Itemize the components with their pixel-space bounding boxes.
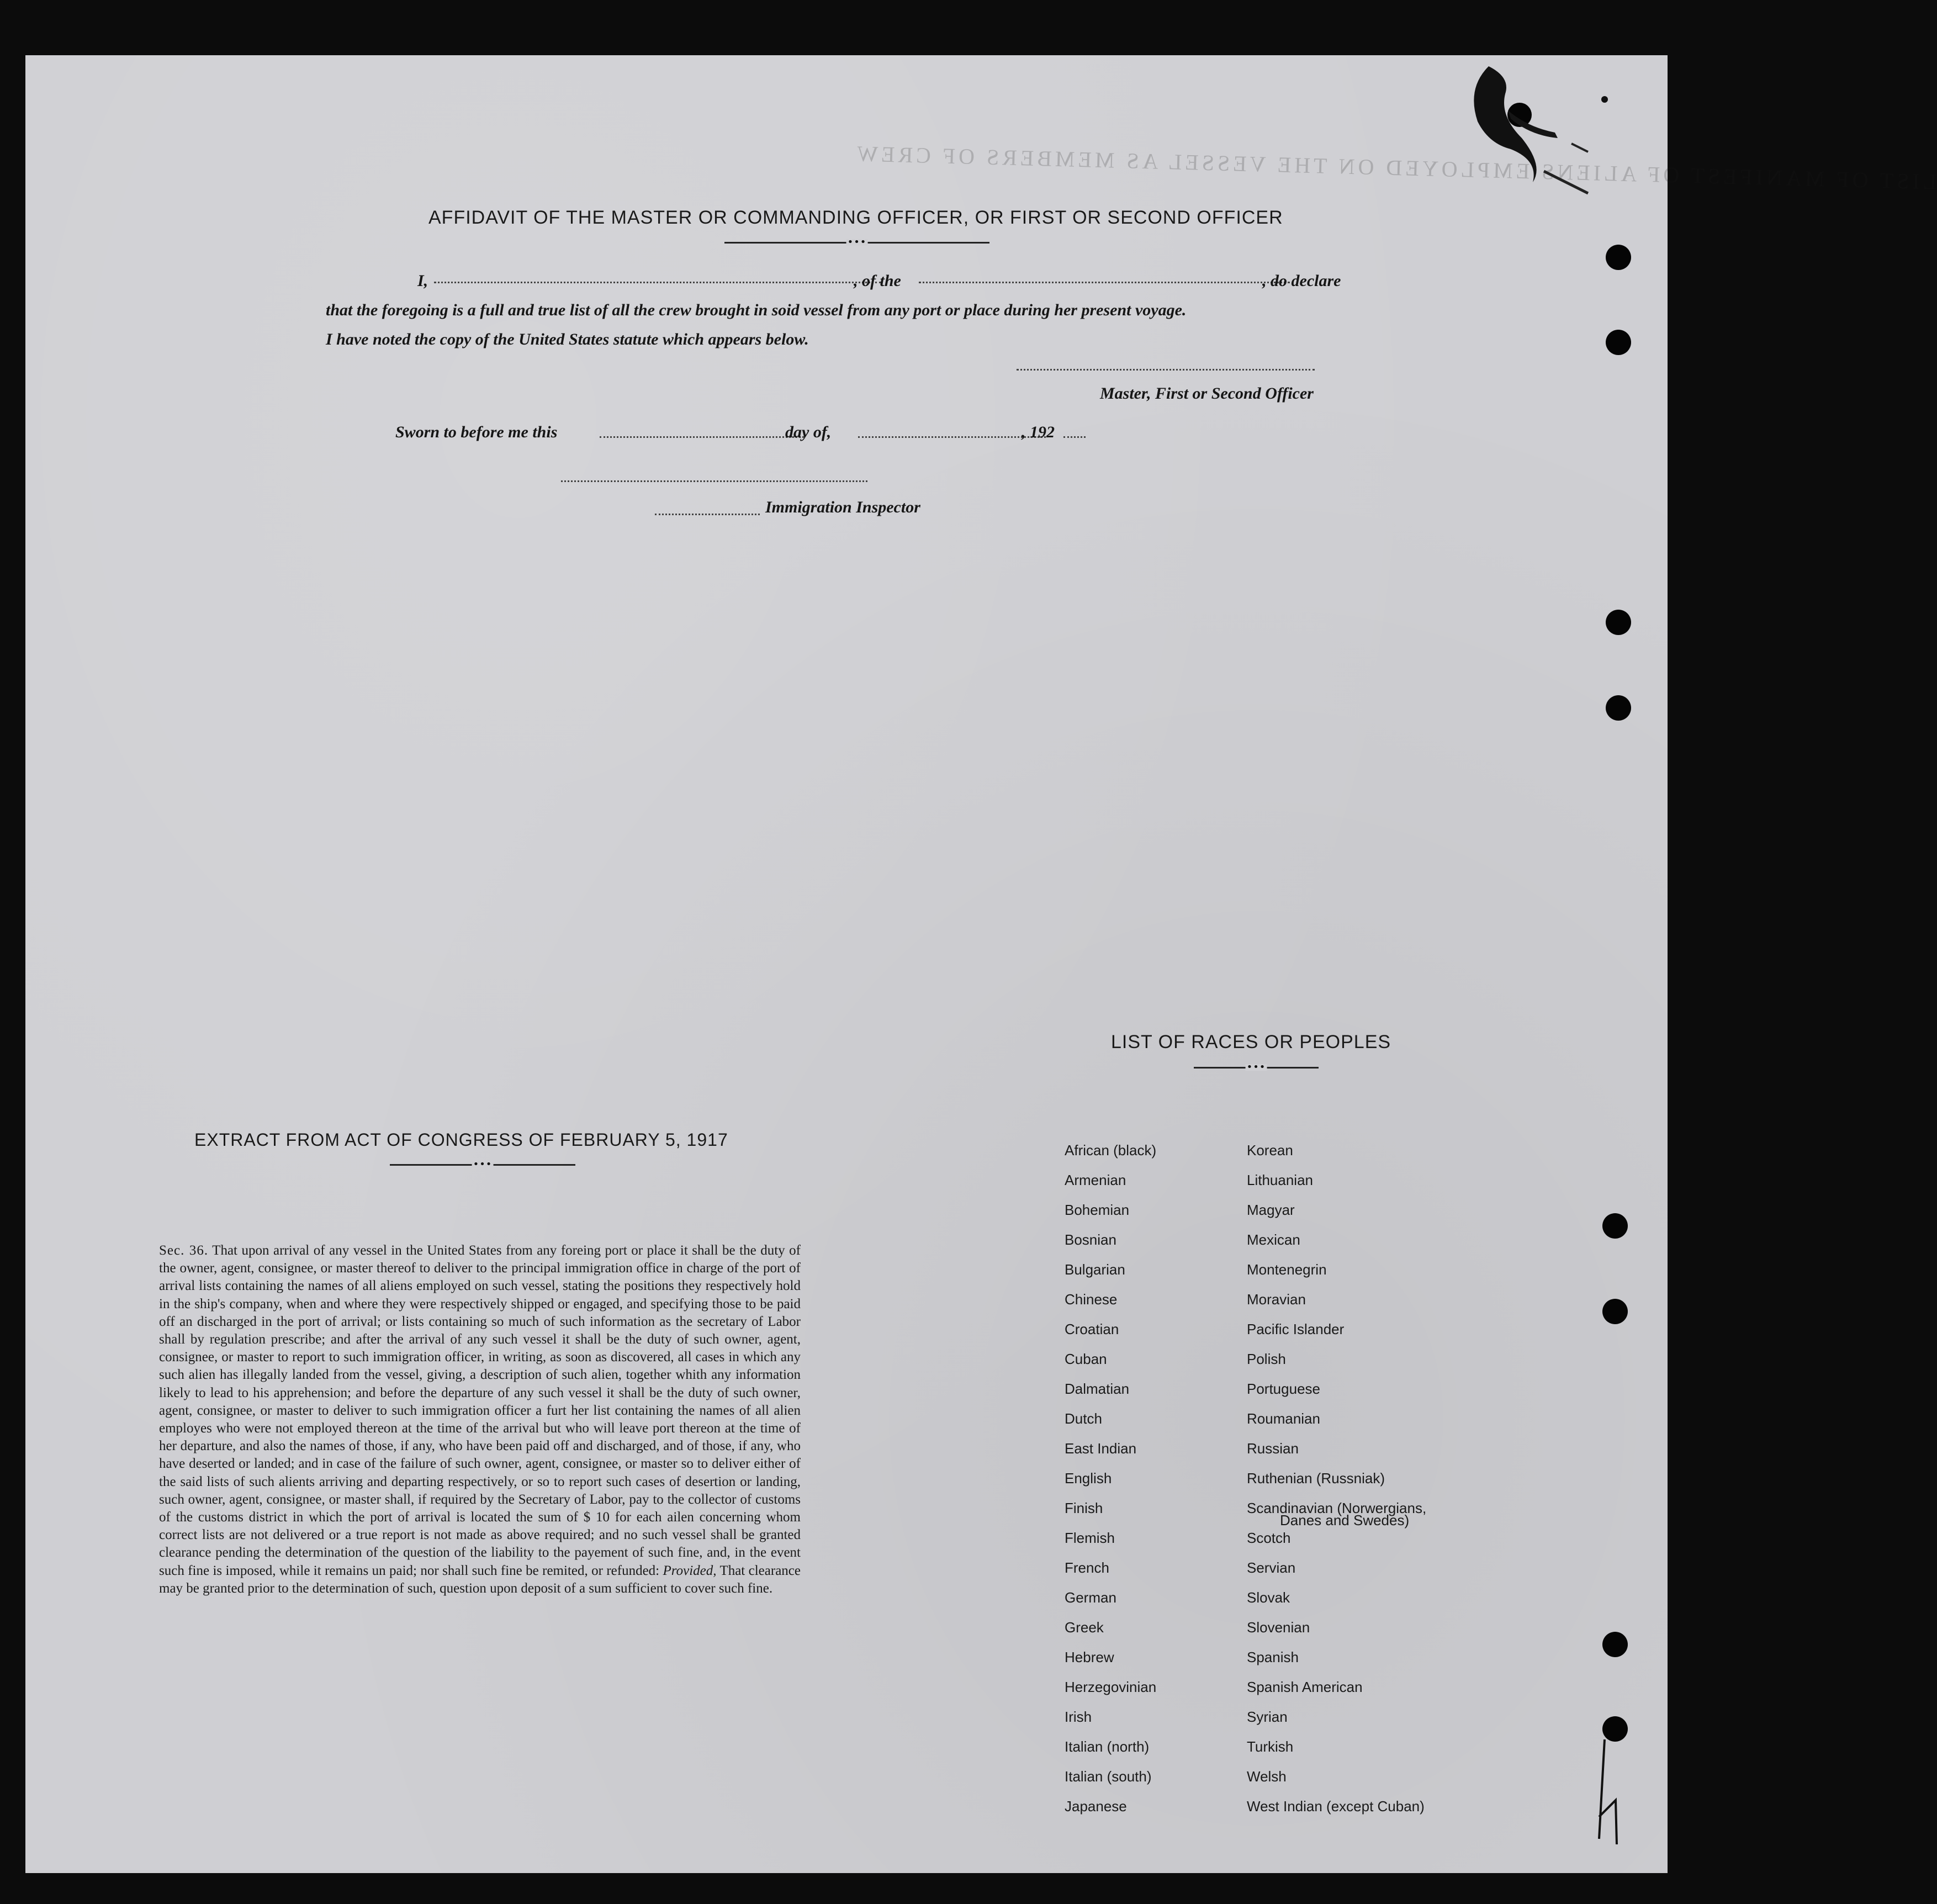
race-row bbox=[1065, 1202, 1484, 1231]
vessel-name-field[interactable] bbox=[919, 282, 1290, 283]
binder-hole-6 bbox=[1602, 1299, 1628, 1324]
race-item-right: Lithuanian bbox=[1247, 1172, 1313, 1188]
races-list bbox=[1065, 1142, 1484, 1828]
race-item-right: Russian bbox=[1247, 1440, 1299, 1457]
race-item-left: Italian (south) bbox=[1065, 1768, 1152, 1785]
sworn-day-field[interactable] bbox=[600, 436, 804, 438]
master-signature-field[interactable] bbox=[1017, 369, 1315, 371]
race-item-right: Ruthenian (Russniak) bbox=[1247, 1470, 1385, 1487]
races-title-divider bbox=[1194, 1061, 1319, 1073]
race-row bbox=[1065, 1321, 1484, 1351]
race-row bbox=[1065, 1500, 1484, 1530]
ink-stain-mark bbox=[1406, 55, 1638, 221]
day-of-label: day of, bbox=[785, 423, 832, 441]
race-item-right: Servian bbox=[1247, 1559, 1296, 1576]
race-item-left: East Indian bbox=[1065, 1440, 1137, 1457]
race-row bbox=[1065, 1619, 1484, 1649]
race-item-left: Bulgarian bbox=[1065, 1261, 1125, 1278]
divider-ornament: ••• bbox=[847, 236, 867, 248]
race-item-right: Polish bbox=[1247, 1351, 1286, 1367]
race-item-left: Hebrew bbox=[1065, 1649, 1114, 1665]
extract-title-divider bbox=[390, 1159, 575, 1170]
races-title: LIST OF RACES OR PEOPLES bbox=[1111, 1032, 1391, 1053]
race-row bbox=[1065, 1738, 1484, 1768]
extract-body-text-a: That upon arrival of any vessel in the United States from any foreing port or place it shall be the duty of the owner, agent, consignee, or master thereof to deliver to the principal immigration office in charge of the port of arrival lists containing the names of all aliens employed on such vessel, stating the positions they respectively hold in the ship's company, when and where they were respectively shipped or engaged, and specifying those to be paid off an discharged in the port of arrival; or lists containing so much of such information as the secretary of Labor shall by regulation prescribe; and after the arrival of any such vessel it shall be the duty of such owner, agent, consignee, or master to report to such immigration officer, in writing, as soon as discovered, all cases in which any such alien has illegally landed from the vessel, giving, a description of such alien, together whith any information likely to lead to his apprehension; and before the departure of any such vessel it shall be the duty of such owner, agent, consignee, or master to deliver to such immigration officer a furt her list containing the names of all alien employes who were not employed thereon at the time of the arrival but who will leave port thereon at the time of her departure, and also the names of those, if any, who have been paid off and discharged, and of those, if any, who have deserted or landed; and in case of the failure of such owner, agent, consignee, or master so to deliver either of the said lists of such alients arriving and departing respectively, or so to report such cases of desertion or landing, such owner, agent, consignee, or master shall, if required by the Secretary of Labor, pay to the collector of customs of the customs district in which the port of arrival is located the sum of $ 10 for each ailen concerning whom correct lists are not delivered or a true report is not made as above required; and no such vessel shall be granted clearance pending the determination of the question of the liability to the payement of such fine, and, in the event such fine is imposed, while it remains un paid; nor shall such fine be remited, or refunded: bbox=[159, 1243, 801, 1578]
race-item-left: Croatian bbox=[1065, 1321, 1119, 1337]
race-item-left: Armenian bbox=[1065, 1172, 1126, 1188]
race-row bbox=[1065, 1440, 1484, 1470]
race-item-left: Flemish bbox=[1065, 1530, 1115, 1546]
race-item-left: German bbox=[1065, 1589, 1116, 1606]
race-item-right: Korean bbox=[1247, 1142, 1293, 1159]
race-item-right: Spanish American bbox=[1247, 1679, 1363, 1695]
race-item-right: Scotch bbox=[1247, 1530, 1291, 1546]
race-row bbox=[1065, 1381, 1484, 1410]
race-row bbox=[1065, 1172, 1484, 1202]
provided-word: Provided, bbox=[663, 1563, 717, 1578]
inspector-name-field[interactable] bbox=[655, 514, 760, 515]
sworn-label: Sworn to before me this bbox=[395, 423, 558, 441]
race-item-continuation: Danes and Swedes) bbox=[1280, 1512, 1410, 1529]
year-label: , 192 bbox=[1022, 423, 1055, 441]
divider-ornament: ••• bbox=[473, 1159, 493, 1170]
race-item-right: Mexican bbox=[1247, 1231, 1300, 1248]
race-item-left: Bohemian bbox=[1065, 1202, 1130, 1218]
sworn-month-field[interactable] bbox=[858, 436, 1046, 438]
i-label: I, bbox=[417, 272, 428, 290]
race-item-left: French bbox=[1065, 1559, 1109, 1576]
master-name-field[interactable] bbox=[434, 282, 881, 283]
race-item-left: Greek bbox=[1065, 1619, 1104, 1636]
binder-hole-3 bbox=[1606, 610, 1631, 635]
race-item-right: Slovak bbox=[1247, 1589, 1290, 1606]
race-row bbox=[1065, 1709, 1484, 1738]
race-item-left: English bbox=[1065, 1470, 1112, 1487]
race-item-right: Moravian bbox=[1247, 1291, 1306, 1308]
affidavit-line-1 bbox=[417, 272, 428, 290]
affidavit-line-2: that the foregoing is a full and true list of all the crew brought in soid vessel from any port or place during her present voyage. bbox=[326, 301, 1187, 319]
race-item-left: African (black) bbox=[1065, 1142, 1157, 1159]
race-row bbox=[1065, 1142, 1484, 1172]
race-item-left: Cuban bbox=[1065, 1351, 1107, 1367]
binder-hole-5 bbox=[1602, 1213, 1628, 1239]
race-item-left: Dalmatian bbox=[1065, 1381, 1130, 1397]
master-signature-label: Master, First or Second Officer bbox=[1100, 384, 1314, 403]
sworn-year-field[interactable] bbox=[1063, 436, 1086, 438]
race-item-right: Slovenian bbox=[1247, 1619, 1310, 1636]
document-sheet bbox=[25, 55, 1937, 1873]
binder-hole-7 bbox=[1602, 1632, 1628, 1657]
affidavit-line-3: I have noted the copy of the United States statute which appears below. bbox=[326, 330, 809, 348]
race-item-left: Irish bbox=[1065, 1709, 1092, 1725]
affidavit-title: AFFIDAVIT OF THE MASTER OR COMMANDING OFFICER, OR FIRST OR SECOND OFFICER bbox=[428, 207, 1283, 228]
race-row bbox=[1065, 1231, 1484, 1261]
inspector-signature-field[interactable] bbox=[561, 480, 867, 482]
race-item-right: Montenegrin bbox=[1247, 1261, 1327, 1278]
race-item-right: Syrian bbox=[1247, 1709, 1288, 1725]
race-item-right: Welsh bbox=[1247, 1768, 1287, 1785]
race-item-left: Japanese bbox=[1065, 1798, 1127, 1815]
extract-body bbox=[159, 1242, 801, 1598]
race-row bbox=[1065, 1291, 1484, 1321]
extract-title: EXTRACT FROM ACT OF CONGRESS OF FEBRUARY 5, 1917 bbox=[194, 1130, 728, 1150]
race-row bbox=[1065, 1470, 1484, 1500]
binder-hole-4 bbox=[1606, 695, 1631, 721]
inspector-label: Immigration Inspector bbox=[765, 498, 920, 516]
race-row bbox=[1065, 1679, 1484, 1709]
race-item-right: Portuguese bbox=[1247, 1381, 1320, 1397]
race-row bbox=[1065, 1261, 1484, 1291]
race-row bbox=[1065, 1410, 1484, 1440]
race-item-left: Dutch bbox=[1065, 1410, 1102, 1427]
bleed-through-heading: LIST OF MANIFEST OF ALIENS EMPLOYED ON THE VESSEL AS MEMBERS OF CREW bbox=[853, 141, 1937, 194]
race-item-right: Turkish bbox=[1247, 1738, 1294, 1755]
race-row bbox=[1065, 1589, 1484, 1619]
of-the-label: , of the bbox=[854, 272, 901, 290]
race-item-right: Spanish bbox=[1247, 1649, 1299, 1665]
race-item-left: Bosnian bbox=[1065, 1231, 1116, 1248]
race-row bbox=[1065, 1530, 1484, 1559]
race-item-right: West Indian (except Cuban) bbox=[1247, 1798, 1425, 1815]
race-item-left: Italian (north) bbox=[1065, 1738, 1150, 1755]
race-item-left: Chinese bbox=[1065, 1291, 1118, 1308]
race-item-right: Scandinavian (Norwergians, bbox=[1247, 1500, 1427, 1516]
binder-hole-1 bbox=[1606, 245, 1631, 270]
race-row bbox=[1065, 1798, 1484, 1828]
do-declare-label: , do declare bbox=[1262, 272, 1341, 290]
race-item-left: Herzegovinian bbox=[1065, 1679, 1157, 1695]
affidavit-title-divider bbox=[724, 236, 989, 248]
race-row bbox=[1065, 1649, 1484, 1679]
race-row bbox=[1065, 1351, 1484, 1381]
pencil-mark bbox=[1583, 1734, 1632, 1850]
race-row bbox=[1065, 1768, 1484, 1798]
race-row bbox=[1065, 1559, 1484, 1589]
extract-body-text-b: That clearance may be granted prior to the determination of such, question upon deposit of a sum sufficient to cover such fine. bbox=[159, 1563, 801, 1596]
race-item-left: Finish bbox=[1065, 1500, 1103, 1516]
section-label: Sec. 36. bbox=[159, 1243, 209, 1258]
race-item-right: Magyar bbox=[1247, 1202, 1295, 1218]
binder-hole-2 bbox=[1606, 330, 1631, 355]
race-item-right: Pacific Islander bbox=[1247, 1321, 1345, 1337]
race-item-right: Roumanian bbox=[1247, 1410, 1320, 1427]
divider-ornament: ••• bbox=[1246, 1061, 1266, 1073]
